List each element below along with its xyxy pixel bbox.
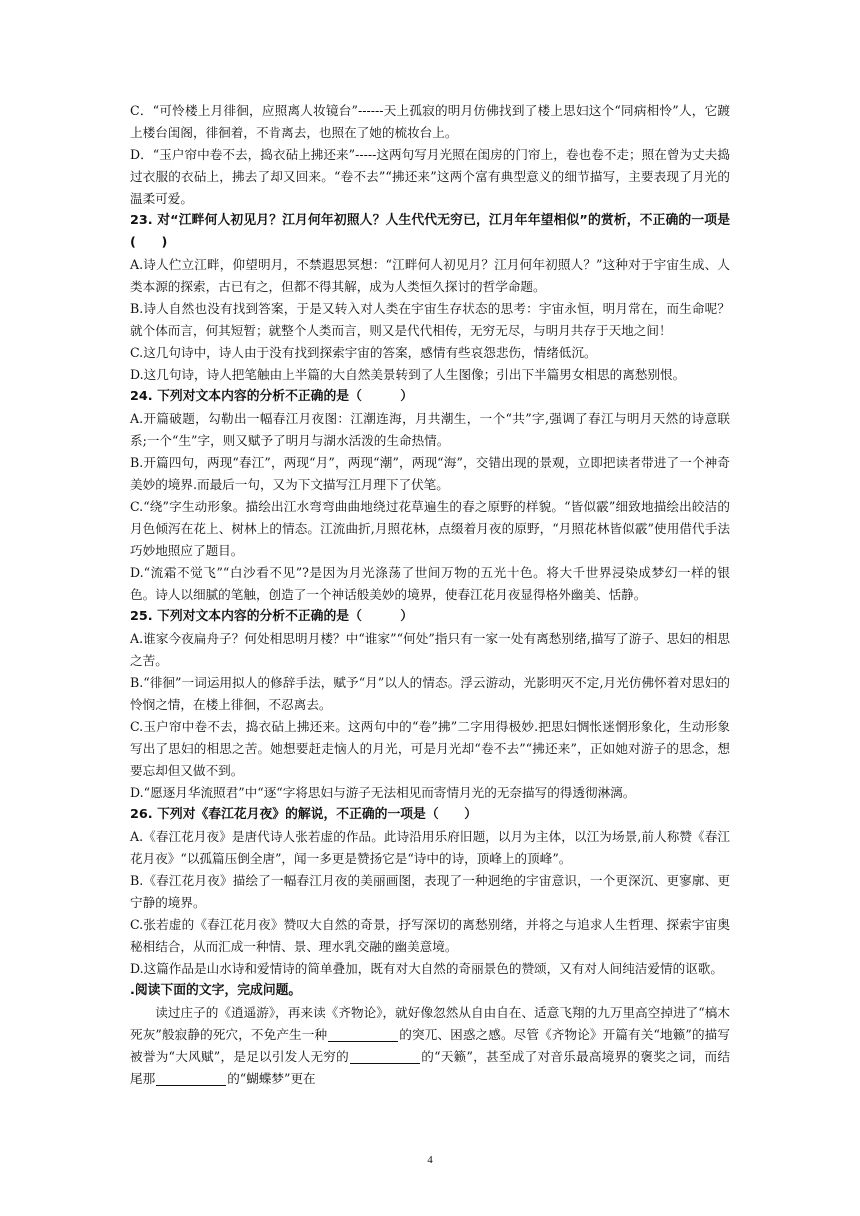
passage-segment-1: 读过庄子的《逍遥游》，再来读《齐物论》，就好像忽然从自由自在、适意飞翔的九万里高空掉进了“槁木死灰”般寂静的死穴，不免产生一种: [130, 1005, 730, 1042]
question-24-option-a: A.开篇破题，勾勒出一幅春江月夜图：江潮连海，月共潮生，一个“共”字,强调了春江与明月天然的诗意联系;一个“生”字，则又赋予了明月与湖水活泼的生命热情。: [130, 411, 730, 448]
question-25-stem: 25. 下列对文本内容的分析不正确的是（ ）: [130, 609, 414, 624]
option-c-prev: C．“可怜楼上月徘徊，应照离人妆镜台”------天上孤寂的明月仿佛找到了楼上思妇这个“同病相怜”人，它踱上楼台闺阁，徘徊着，不肯离去，也照在了她的梳妆台上。: [130, 103, 730, 140]
page-content: [130, 100, 730, 1090]
reading-passage: [130, 1002, 730, 1090]
question-23-option-c: C.这几句诗中，诗人由于没有找到探索宇宙的答案，感情有些哀怨悲伤，情绪低沉。: [130, 345, 597, 360]
question-23-option-d: D.这几句诗，诗人把笔触由上半篇的大自然美景转到了人生图像；引出下半篇男女相思的离愁别恨。: [130, 367, 686, 382]
question-23-option-b: B.诗人自然也没有找到答案，于是又转入对人类在宇宙生存状态的思考：宇宙永恒，明月常在，而生命呢？就个体而言，何其短暂；就整个人类而言，则又是代代相传，无穷无尽，与明月共存于天地之间！: [130, 301, 730, 338]
question-23-stem: 23. 对“江畔何人初见月？江月何年初照人？人生代代无穷已，江月年年望相似”的赏析，不正确的一项是( ): [130, 213, 730, 250]
question-25-option-d: D.“愿逐月华流照君”中“逐“字将思妇与游子无法相见而寄情月光的无奈描写的得透彻淋漓。: [130, 785, 636, 800]
option-d-prev: D．“玉户帘中卷不去，捣衣砧上拂还来”-----这两句写月光照在闺房的门帘上，卷也卷不走；照在曾为丈夫捣过衣服的衣砧上，拂去了却又回来。“卷不去”“拂还来”这两个富有典型意义的细节描写，主要表现了月光的温柔可爱。: [130, 147, 730, 206]
passage-segment-3: 的“天籁”，甚至成了对音乐最高境界的褒奖之词，而结尾那: [130, 1049, 730, 1086]
question-24-option-b: B.开篇四句，两现“春江”，两现“月”，两现“潮”，两现“海”，交错出现的景观，立即把读者带进了一个神奇美妙的境界.而最后一句，又为下文描写江月理下了伏笔。: [130, 455, 730, 492]
answer-blank-2[interactable]: [350, 1049, 420, 1064]
question-24-option-c: C.“绕”字生动形象。描绘出江水弯弯曲曲地绕过花草遍生的春之原野的样貌。“皆似霰”细致地描绘出皎洁的月色倾泻在花上、树林上的情态。江流曲折,月照花林，点缀着月夜的原野，“月照花林皆似霰”使用借代手法巧妙地照应了题目。: [130, 499, 730, 558]
question-26-stem: 26. 下列对《春江花月夜》的解说，不正确的一项是（ ）: [130, 807, 478, 822]
question-26-option-d: D.这篇作品是山水诗和爱情诗的简单叠加，既有对大自然的奇丽景色的赞颂，又有对人间纯洁爱情的讴歌。: [130, 961, 723, 976]
passage-segment-4: 的“蝴蝶梦”更在: [227, 1071, 316, 1086]
page-number: 4: [427, 1154, 433, 1166]
question-24-stem: 24. 下列对文本内容的分析不正确的是（ ）: [130, 389, 414, 404]
reading-instruction: .阅读下面的文字，完成问题。: [130, 983, 302, 998]
question-25-option-a: A.谁家今夜扁舟子？何处相思明月楼？中“谁家”“何处”指只有一家一处有离愁别绪,描写了游子、思妇的相思之苦。: [130, 631, 730, 668]
answer-blank-3[interactable]: [156, 1071, 226, 1086]
question-23-option-a: A.诗人伫立江畔，仰望明月，不禁遐思冥想：“江畔何人初见月？江月何年初照人？”这种对于宇宙生成、人类本源的探索，古已有之，但都不得其解，成为人类恒久探讨的哲学命题。: [130, 257, 730, 294]
question-26-option-c: C.张若虚的《春江花月夜》赞叹大自然的奇景，抒写深切的离愁别绪，并将之与追求人生哲理、探索宇宙奥秘相结合，从而汇成一种情、景、理水乳交融的幽美意境。: [130, 917, 730, 954]
question-26-option-b: B.《春江花月夜》描绘了一幅春江月夜的美丽画图，表现了一种迥绝的宇宙意识，一个更深沉、更寥廓、更宁静的境界。: [130, 873, 730, 910]
passage-segment-2: 的突兀、困惑之感。尽管《齐物论》开篇有关“地籁”的描写被誉为“大风赋”，是足以引发人无穷的: [130, 1027, 730, 1064]
question-25-option-b: B.“徘徊”一词运用拟人的修辞手法，赋予“月”以人的情态。浮云游动，光影明灭不定,月光仿佛怀着对思妇的怜悯之情，在楼上徘徊，不忍离去。: [130, 675, 730, 712]
question-26-option-a: A.《春江花月夜》是唐代诗人张若虚的作品。此诗沿用乐府旧题，以月为主体，以江为场景,前人称赞《春江花月夜》“以孤篇压倒全唐”，闻一多更是赞扬它是“诗中的诗，顶峰上的顶峰”。: [130, 829, 730, 866]
answer-blank-1[interactable]: [328, 1027, 398, 1042]
question-24-option-d: D.“流霜不觉飞”“白沙看不见”?是因为月光涤荡了世间万物的五光十色。将大千世界浸染成梦幻一样的银色。诗人以细腻的笔触，创造了一个神话般美妙的境界，使春江花月夜显得格外幽美、恬静。: [130, 565, 730, 602]
question-25-option-c: C.玉户帘中卷不去，捣衣砧上拂还来。这两句中的“卷”拂”二字用得极妙.把思妇惆怅迷惘形象化，生动形象写出了思妇的相思之苦。她想要赶走恼人的月光，可是月光却“卷不去”“拂还来”，正如她对游子的思念，想要忘却但又做不到。: [130, 719, 730, 778]
